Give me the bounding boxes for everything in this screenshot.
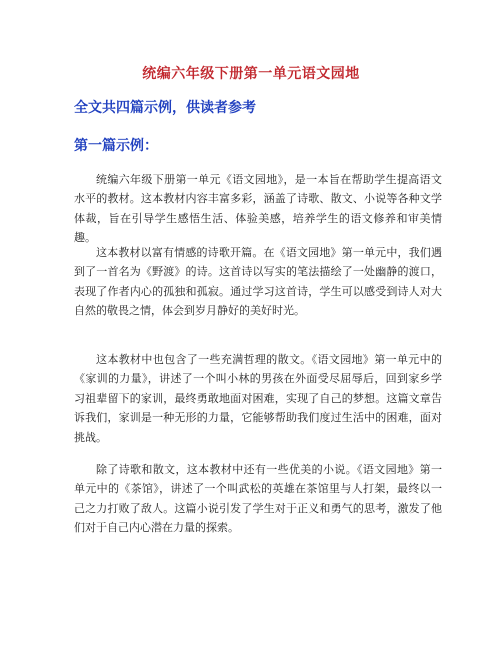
section-heading: 第一篇示例： (74, 138, 158, 154)
document-subtitle: 全文共四篇示例，供读者参考 (74, 100, 256, 116)
body-paragraph: 这本教材中也包含了一些充满哲理的散文。《语文园地》第一单元中的《家训的力量》，讲述了一个叫小林的男孩在外面受尽屈辱后，回到家乡学习祖辈留下的家训，最终勇敢地面对困难，实现了自己的梦想。这篇文章告诉我们，家训是一种无形的力量，它能够帮助我们度过生活中的困难，面对挑战。 (74, 353, 442, 444)
body-paragraph: 除了诗歌和散文，这本教材中还有一些优美的小说。《语文园地》第一单元中的《茶馆》，讲述了一个叫武松的英雄在茶馆里与人打架，最终以一己之力打败了敌人。这篇小说引发了学生对于正义和勇气的思考，激发了他们对于自己内心潜在力量的探索。 (74, 463, 442, 535)
document-title: 统编六年级下册第一单元语文园地 (142, 66, 360, 82)
body-paragraph: 统编六年级下册第一单元《语文园地》，是一本旨在帮助学生提高语文水平的教材。这本教材内容丰富多彩，涵盖了诗歌、散文、小说等各种文学体裁，旨在引导学生感悟生活、体验美感，培养学生的语文修养和审美情趣。 (74, 173, 442, 245)
body-paragraph: 这本教材以富有情感的诗歌开篇。在《语文园地》第一单元中，我们遇到了一首名为《野渡》的诗。这首诗以写实的笔法描绘了一处幽静的渡口，表现了作者内心的孤独和孤寂。通过学习这首诗，学生可以感受到诗人对大自然的敬畏之情，体会到岁月静好的美好时光。 (74, 246, 442, 318)
